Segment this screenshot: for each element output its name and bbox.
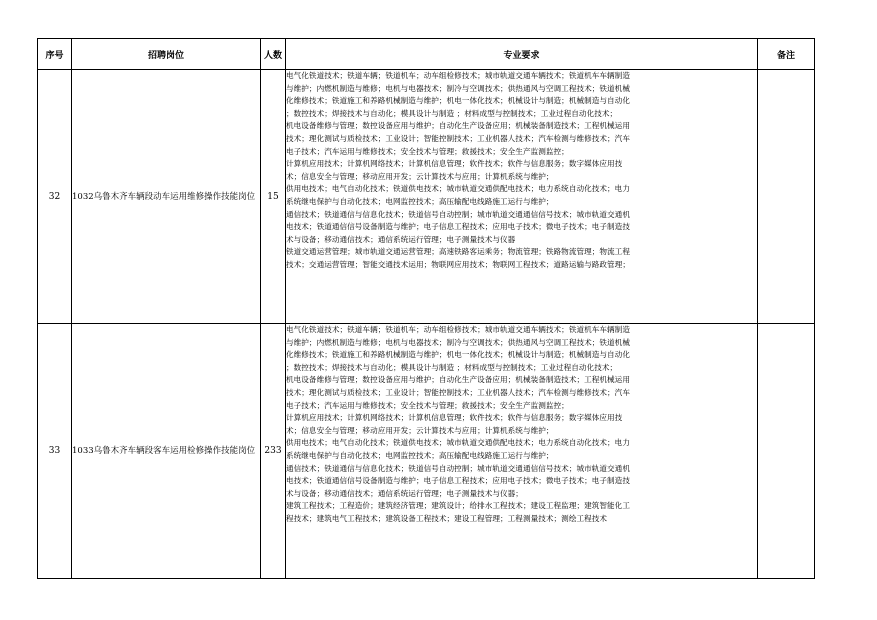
requirement-line: 机电设备维修与管理；数控设备应用与维护；自动化生产设备应用；机械装备制造技术；工程机械运用	[286, 121, 630, 131]
requirement-line: 系统继电保护与自动化技术；电网监控技术；高压输配电线路施工运行与维护；	[286, 196, 554, 206]
requirement-line: 程技术；建筑电气工程技术；建筑设备工程技术；建设工程管理；工程测量技术；测绘工程技术	[286, 513, 608, 523]
row-post: 1033乌鲁木齐车辆段客车运用检修操作技能岗位	[72, 324, 261, 579]
row-note	[758, 70, 815, 324]
requirement-line: 建筑工程技术；工程造价；建筑经济管理；建筑设计；给排水工程技术；建设工程监理；建筑智能化工	[286, 501, 630, 511]
requirement-line: 术与设备；移动通信技术；通信系统运行管理；电子测量技术与仪器	[286, 234, 516, 244]
header-count: 人数	[261, 39, 286, 70]
row-seq: 33	[38, 324, 72, 579]
requirement-line: 电子技术；汽车运用与维修技术；安全技术与管理；救援技术；安全生产监测监控；	[286, 400, 569, 410]
table-row	[38, 70, 815, 324]
requirement-line: 计算机应用技术；计算机网络技术；计算机信息管理；软件技术；软件与信息服务；数字媒体应用技	[286, 159, 623, 169]
row-count: 15	[261, 70, 286, 324]
header-post: 招聘岗位	[72, 39, 261, 70]
header-requirements: 专业要求	[286, 39, 758, 70]
requirement-line: 术；信息安全与管理；移动应用开发；云计算技术与应用；计算机系统与维护；	[286, 171, 554, 181]
requirement-line: 电气化铁道技术；铁道车辆；铁道机车；动车组检修技术；城市轨道交通车辆技术；铁道机车车辆制造	[286, 325, 630, 334]
requirement-line: 电气化铁道技术；铁道车辆；铁道机车；动车组检修技术；城市轨道交通车辆技术；铁道机车车辆制造	[286, 71, 630, 80]
requirement-line: 电技术；铁道通信信号设备制造与维护；电子信息工程技术；应用电子技术；微电子技术；电子制造技	[286, 222, 630, 232]
requirement-line: 供用电技术；电气自动化技术；铁道供电技术；城市轨道交通供配电技术；电力系统自动化技术；电力	[286, 438, 630, 448]
requirement-line: 系统继电保护与自动化技术；电网监控技术；高压输配电线路施工运行与维护；	[286, 450, 554, 460]
header-seq: 序号	[38, 39, 72, 70]
requirement-line: 化维修技术；铁道施工和养路机械制造与维护；机电一体化技术；机械设计与制造；机械制造与自动化	[286, 350, 630, 360]
requirement-line: 铁道交通运营管理；城市轨道交通运营管理；高速铁路客运乘务；物流管理；铁路物流管理；物流工程	[286, 247, 630, 257]
requirement-line: 与维护；内燃机制造与维修；电机与电器技术；制冷与空调技术；供热通风与空调工程技术；铁道机械	[286, 337, 630, 347]
row-note	[758, 324, 815, 579]
row-seq: 32	[38, 70, 72, 324]
requirement-line: 化维修技术；铁道施工和养路机械制造与维护；机电一体化技术；机械设计与制造；机械制造与自动化	[286, 96, 630, 106]
recruitment-table	[37, 38, 815, 579]
row-requirements	[286, 70, 758, 324]
requirement-line: 与维护；内燃机制造与维修；电机与电器技术；制冷与空调技术；供热通风与空调工程技术；铁道机械	[286, 83, 630, 93]
row-post: 1032乌鲁木齐车辆段动车运用维修操作技能岗位	[72, 70, 261, 324]
requirement-line: 技术；理化测试与质检技术；工业设计；智能控制技术；工业机器人技术；汽车检测与维修技术；汽车	[286, 133, 630, 143]
requirement-line: 机电设备维修与管理；数控设备应用与维护；自动化生产设备应用；机械装备制造技术；工程机械运用	[286, 375, 630, 385]
requirement-line: 术与设备；移动通信技术；通信系统运行管理；电子测量技术与仪器；	[286, 488, 523, 498]
requirement-line: 通信技术；铁道通信与信息化技术；铁道信号自动控制；城市轨道交通通信信号技术；城市轨道交通机	[286, 463, 630, 473]
row-count: 233	[261, 324, 286, 579]
requirement-line: ；数控技术；焊接技术与自动化；模具设计与制造 ；材料成型与控制技术；工业过程自动化技术；	[286, 108, 618, 118]
requirement-line: 电子技术；汽车运用与维修技术；安全技术与管理；救援技术；安全生产监测监控；	[286, 146, 569, 156]
requirement-line: 技术；理化测试与质检技术；工业设计；智能控制技术；工业机器人技术；汽车检测与维修技术；汽车	[286, 387, 630, 397]
header-row	[38, 39, 815, 70]
requirement-line: 术；信息安全与管理；移动应用开发；云计算技术与应用；计算机系统与维护；	[286, 425, 554, 435]
requirement-line: 计算机应用技术；计算机网络技术；计算机信息管理；软件技术；软件与信息服务；数字媒体应用技	[286, 413, 623, 423]
header-note: 备注	[758, 39, 815, 70]
requirement-line: 技术；交通运营管理；智能交通技术运用；物联网应用技术；物联网工程技术；道路运输与路政管理；	[286, 259, 630, 269]
requirement-line: 电技术；铁道通信信号设备制造与维护；电子信息工程技术；应用电子技术；微电子技术；电子制造技	[286, 476, 630, 486]
requirement-line: 供用电技术；电气自动化技术；铁道供电技术；城市轨道交通供配电技术；电力系统自动化技术；电力	[286, 184, 630, 194]
row-requirements	[286, 324, 758, 579]
table-row	[38, 324, 815, 579]
requirement-line: 通信技术；铁道通信与信息化技术；铁道信号自动控制；城市轨道交通通信信号技术；城市轨道交通机	[286, 209, 630, 219]
requirement-line: ；数控技术；焊接技术与自动化；模具设计与制造 ；材料成型与控制技术；工业过程自动化技术；	[286, 362, 618, 372]
